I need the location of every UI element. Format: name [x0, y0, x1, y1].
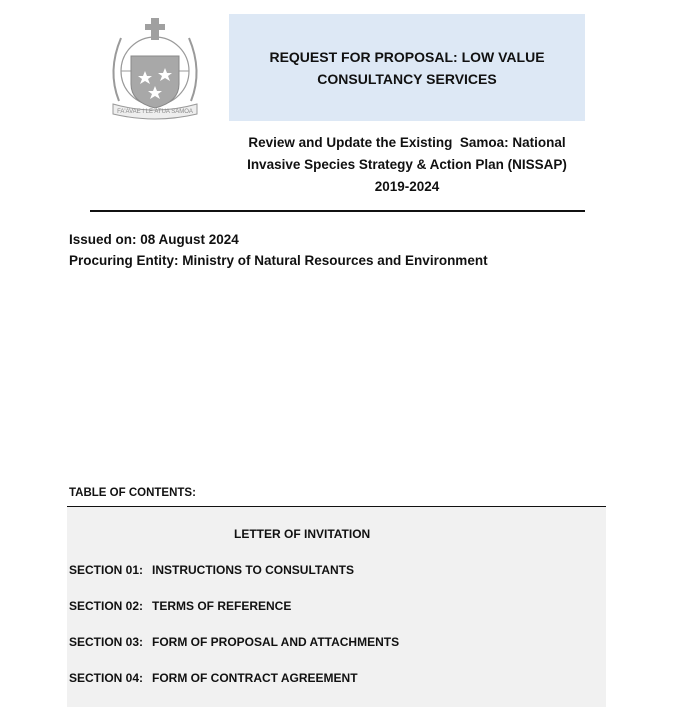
- subtitle-line: 2019-2024: [374, 179, 440, 194]
- issued-date: Issued on: 08 August 2024: [69, 232, 239, 247]
- table-of-contents: [67, 507, 606, 707]
- toc-item: [69, 599, 291, 613]
- toc-item-number: SECTION 01:: [69, 563, 144, 577]
- title-line: REQUEST FOR PROPOSAL: LOW VALUE: [269, 48, 545, 65]
- title-line: CONSULTANCY SERVICES: [317, 70, 497, 87]
- toc-item-title: FORM OF CONTRACT AGREEMENT: [152, 671, 358, 685]
- svg-text:FA'AVAE I LE ATUA SAMOA: FA'AVAE I LE ATUA SAMOA: [117, 109, 193, 115]
- toc-item-title: TERMS OF REFERENCE: [152, 599, 292, 613]
- title-box: [229, 14, 585, 121]
- samoa-coat-of-arms-logo: [105, 16, 205, 120]
- toc-label: TABLE OF CONTENTS:: [69, 487, 196, 499]
- toc-item: [69, 563, 354, 577]
- divider: [90, 210, 585, 212]
- subtitle: [229, 132, 585, 198]
- toc-letter-of-invitation: LETTER OF INVITATION: [234, 527, 371, 541]
- toc-item-number: SECTION 03:: [69, 635, 144, 649]
- subtitle-line: Invasive Species Strategy & Action Plan (NISSAP): [247, 157, 567, 172]
- toc-item-title: FORM OF PROPOSAL AND ATTACHMENTS: [152, 635, 400, 649]
- procuring-entity: Procuring Entity: Ministry of Natural Resources and Environment: [69, 253, 488, 268]
- toc-item-title: INSTRUCTIONS TO CONSULTANTS: [152, 563, 354, 577]
- toc-item: [69, 635, 399, 649]
- toc-item: [69, 671, 358, 685]
- toc-item-number: SECTION 04:: [69, 671, 144, 685]
- subtitle-line: Review and Update the Existing Samoa: National: [248, 135, 566, 150]
- toc-item-number: SECTION 02:: [69, 599, 144, 613]
